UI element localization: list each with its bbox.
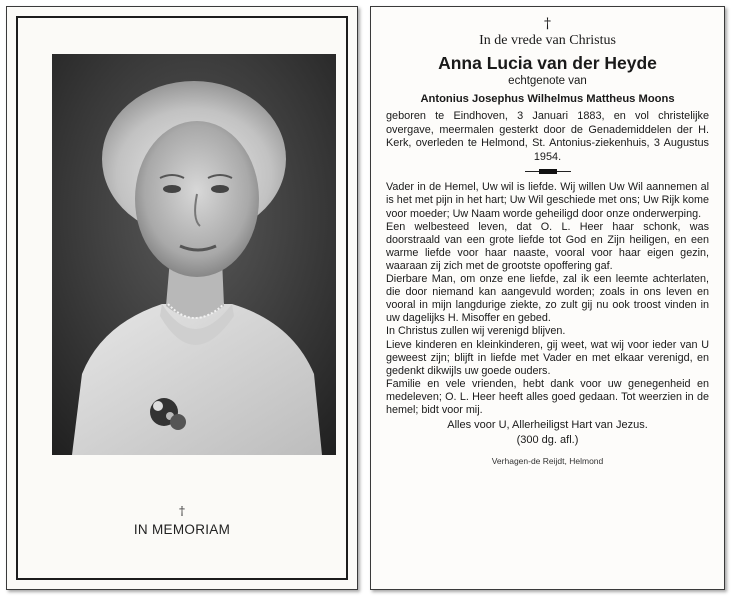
prayer-paragraph: Een welbesteed leven, dat O. L. Heer haar schonk, was doorstraald van een grote liefde tot God en Zijn heiligen, en een warme liefde voor haar naaste, vooral voor haar eigen gezin, waaraan zij zich met de grootste opoffering gaf. — [386, 220, 709, 272]
prayer-paragraph: Vader in de Hemel, Uw wil is liefde. Wij willen Uw Wil aannemen al is het met pijn in het hart; Uw Wil geschiede met ons; Uw Rijk kome voor moeder; Uw Naam worde geheiligd door onze onderwerping. — [386, 181, 709, 220]
card-border — [16, 16, 348, 580]
spouse-name: Antonius Josephus Wilhelmus Mattheus Moons — [420, 93, 675, 105]
portrait-photo-graphic — [52, 54, 336, 455]
memorial-card-back — [370, 6, 725, 590]
deceased-name: Anna Lucia van der Heyde — [438, 53, 657, 73]
prayer-paragraph: Dierbare Man, om onze ene liefde, zal ik een leemte achterlaten, die door niemand kan aangevuld worden; zoals in ons leven en vooral in mijn langdurige ziekte, zo zult gij nu ook troost vinden in uw dagelijks H. Misoffer en gebed. — [386, 273, 709, 325]
intro-line: In de vrede van Christus — [479, 33, 616, 48]
prayer-paragraph: Familie en vele vrienden, hebt dank voor uw genegenheid en medeleven; O. L. Heer heeft alles goed gedaan. Tot weerzien in de hemel; bidt voor mij. — [386, 377, 709, 416]
portrait-photo — [52, 54, 336, 455]
cross-icon: † — [544, 16, 551, 32]
biography: geboren te Eindhoven, 3 Januari 1883, en vol christelijke overgave, meermalen gesterkt door de Genademiddelen der H. Kerk, overleden te Helmond, St. Antonius-ziekenhuis, 3 Augustus 1954. — [386, 110, 709, 163]
memoriam-block — [18, 504, 346, 537]
divider-ornament — [525, 165, 571, 179]
closing-prayer: Alles voor U, Allerheiligst Hart van Jezus. — [447, 419, 648, 432]
memorial-card-front — [6, 6, 358, 590]
prayer-paragraph: Lieve kinderen en kleinkinderen, gij weet, wat wij voor ieder van U geweest zijn; blijft in liefde met Vader en met elkaar verenigd, en gedenkt dikwijls uw goede ouders. — [386, 338, 709, 377]
cross-icon: † — [179, 504, 185, 518]
prayer-paragraph: In Christus zullen wij verenigd blijven. — [386, 325, 566, 338]
memoriam-title: IN MEMORIAM — [133, 522, 231, 537]
spouse-label: echtgenote van — [508, 75, 587, 87]
printer-credit: Verhagen-de Reijdt, Helmond — [491, 456, 604, 467]
prayer-text — [386, 181, 709, 417]
indulgence-note: (300 dg. afl.) — [516, 434, 579, 447]
